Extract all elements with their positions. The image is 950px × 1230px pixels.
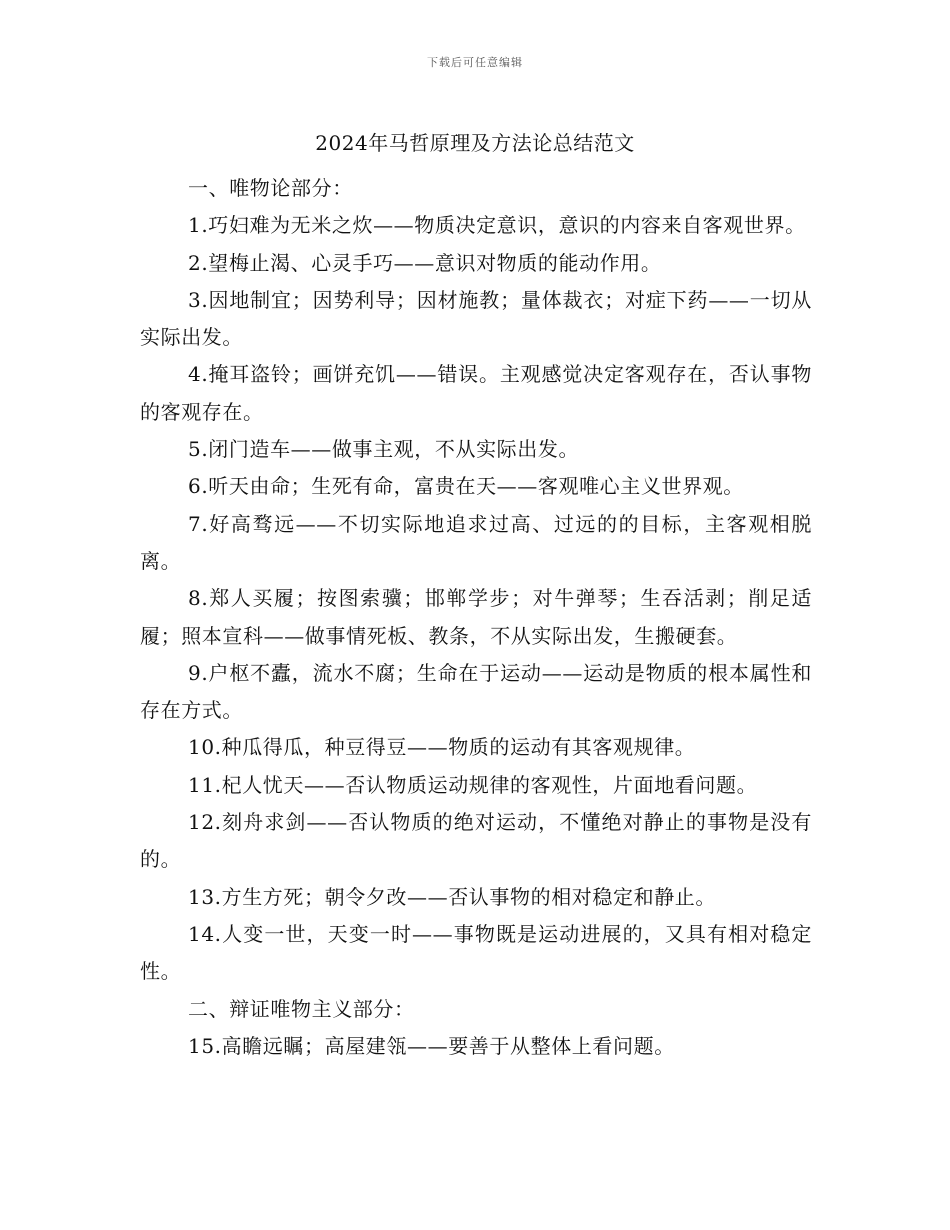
list-item: 13.方生方死；朝令夕改——否认事物的相对稳定和静止。 [188,884,717,909]
section-heading-dialectical: 二、辩证唯物主义部分： [188,996,415,1021]
header-note: 下载后可任意编辑 [427,56,523,69]
list-item: 8.郑人买履；按图索骥；邯郸学步；对牛弹琴；生吞活剥；削足适履；照本宣科——做事情死板、教条，不从实际出发，生搬硬套。 [140,586,812,648]
list-item: 6.听天由命；生死有命，富贵在天——客观唯心主义世界观。 [188,474,744,499]
list-item: 3.因地制宜；因势利导；因材施教；量体裁衣；对症下药——一切从实际出发。 [140,287,812,350]
list-item: 2.望梅止渴、心灵手巧——意识对物质的能动作用。 [188,250,662,275]
list-item: 9.户枢不蠹，流水不腐；生命在于运动——运动是物质的根本属性和存在方式。 [140,660,812,723]
list-item: 1.巧妇难为无米之炊——物质决定意识，意识的内容来自客观世界。 [188,213,806,238]
list-item: 4.掩耳盗铃；画饼充饥——错误。主观感觉决定客观存在，否认事物的客观存在。 [140,362,812,424]
list-item: 14.人变一世，天变一时——事物既是运动进展的，又具有相对稳定性。 [140,921,812,984]
list-item: 15.高瞻远瞩；高屋建瓴——要善于从整体上看问题。 [188,1033,675,1058]
list-item: 7.好高骛远——不切实际地追求过高、过远的的目标，主客观相脱离。 [140,511,812,573]
section-heading-materialism: 一、唯物论部分： [188,176,353,200]
list-item: 11.杞人忧天——否认物质运动规律的客观性，片面地看问题。 [188,772,758,797]
list-item: 10.种瓜得瓜，种豆得豆——物质的运动有其客观规律。 [188,735,696,760]
document-body [140,170,812,1065]
list-item: 5.闭门造车——做事主观，不从实际出发。 [188,437,580,462]
document-title: 2024年马哲原理及方法论总结范文 [315,131,635,155]
list-item: 12.刻舟求剑——否认物质的绝对运动，不懂绝对静止的事物是没有的。 [140,810,812,872]
